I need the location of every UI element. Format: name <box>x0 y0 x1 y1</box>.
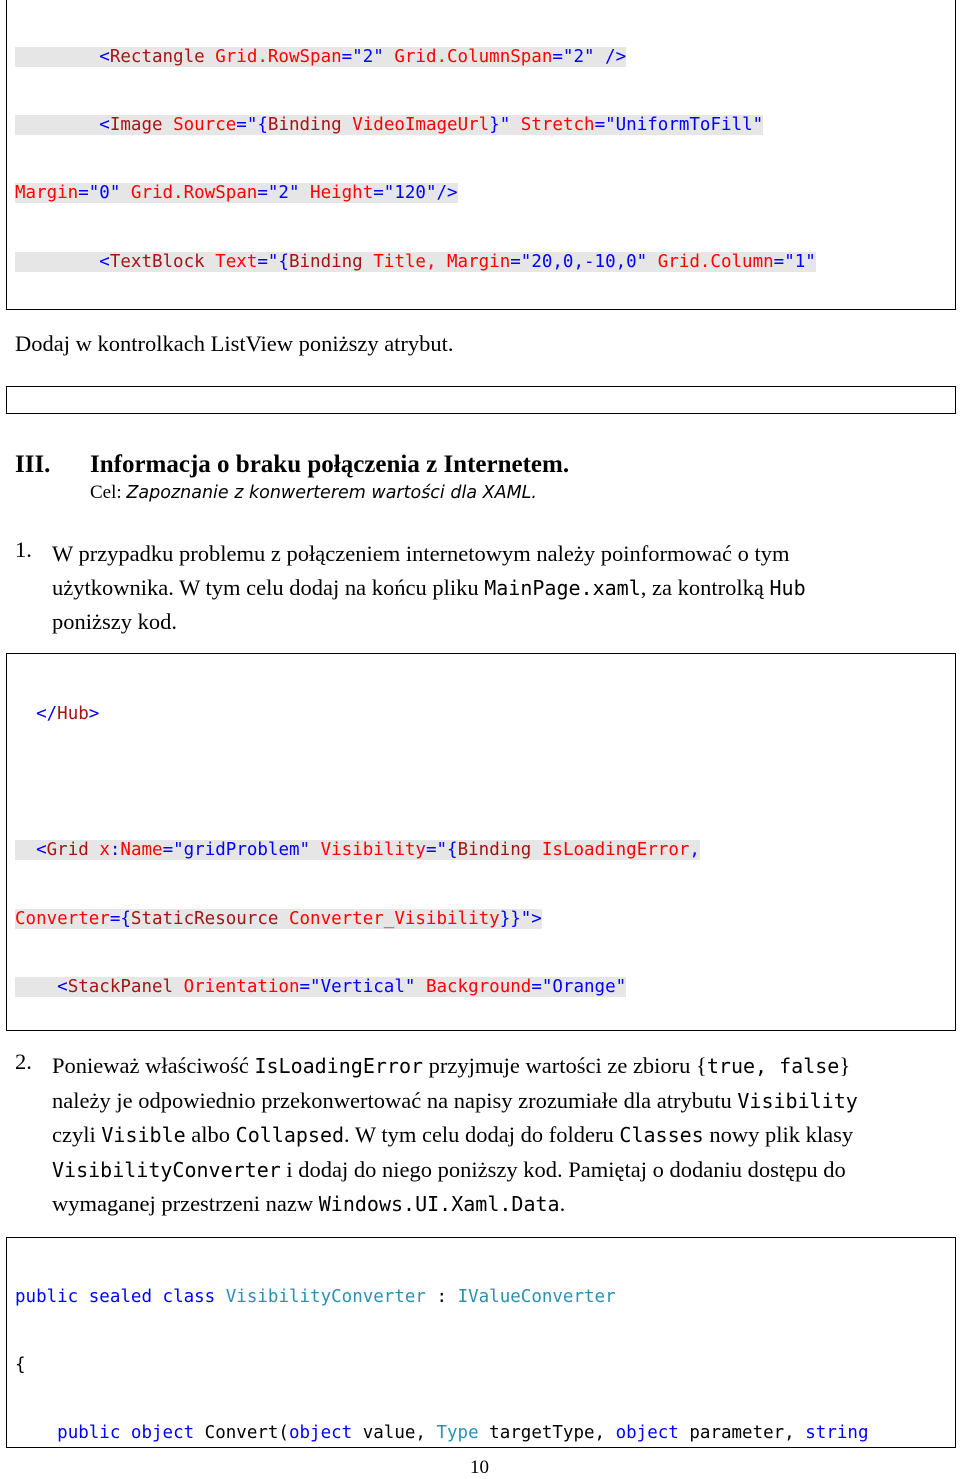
code-block-visibility-converter <box>6 1237 956 1448</box>
code-line: Margin="0" Grid.RowSpan="2" Height="120"/> <box>15 183 458 204</box>
step-1-text: W przypadku problemu z połączeniem internetowym należy poinformować o tym użytkownika. W tym celu dodaj na końcu pliku MainPage.xaml, za kontrolką Hub poniższy kod. <box>52 541 806 634</box>
namespace: Windows.UI.Xaml.Data <box>318 1192 560 1217</box>
code-line: public sealed class VisibilityConverter : IValueConverter <box>15 1286 616 1307</box>
code-block-itemtemplate <box>6 386 956 414</box>
code-line: <TextBlock Text="{Binding Title, Margin="20,0,-10,0" Grid.Column="1" <box>15 251 947 274</box>
code-line: <Rectangle Grid.RowSpan="2" Grid.ColumnSpan="2" /> <box>15 46 947 69</box>
step-2-text: Ponieważ właściwość IsLoadingError przyjmuje wartości ze zbioru {true, false} należy je odpowiednio przekonwertować na napisy zrozumiałe dla atrybutu Visibility czyli Visible albo Collapsed. W tym celu dodaj do folderu Classes nowy plik klasy VisibilityConverter i dodaj do niego poniższy kod. Pamiętaj o dodaniu dostępu do wymaganej przestrzeni nazw Windows.UI.Xaml.Data. <box>52 1053 858 1217</box>
code-line: { <box>15 1354 26 1375</box>
section-goal <box>90 482 537 504</box>
goal-label: Cel: <box>90 482 122 503</box>
code-line: public object Convert(object value, Type targetType, object parameter, string <box>57 1423 869 1444</box>
code-line: <StackPanel Orientation="Vertical" Background="Orange" <box>15 976 947 999</box>
goal-text: Zapoznanie z konwerterem wartości dla XAML. <box>126 483 537 503</box>
code-line <box>15 771 947 794</box>
code-block-datatemplate <box>6 0 956 310</box>
prop-name: IsLoadingError <box>254 1054 424 1078</box>
page-number: 10 <box>470 1457 489 1478</box>
code-line: <Image Source="{Binding VideoImageUrl}" Stretch="UniformToFill" <box>15 114 947 137</box>
step-1-number: 1. <box>15 537 32 562</box>
section-title: Informacja o braku połączenia z Internetem. <box>90 451 570 478</box>
file-name: MainPage.xaml <box>484 575 641 600</box>
code-line: <Grid x:Name="gridProblem" Visibility="{Binding IsLoadingError, <box>15 839 947 862</box>
code-line: Converter={StaticResource Converter_Visibility}}"> <box>15 908 542 929</box>
code-block-grid-problem <box>6 653 956 1031</box>
code-line: </Hub> <box>36 703 100 724</box>
control-name: Hub <box>769 575 806 600</box>
paragraph-listview-attribute: Dodaj w kontrolkach ListView poniższy atrybut. <box>15 331 454 356</box>
section-number: III. <box>15 451 51 478</box>
step-2-number: 2. <box>15 1049 32 1074</box>
class-name: VisibilityConverter <box>52 1157 281 1182</box>
